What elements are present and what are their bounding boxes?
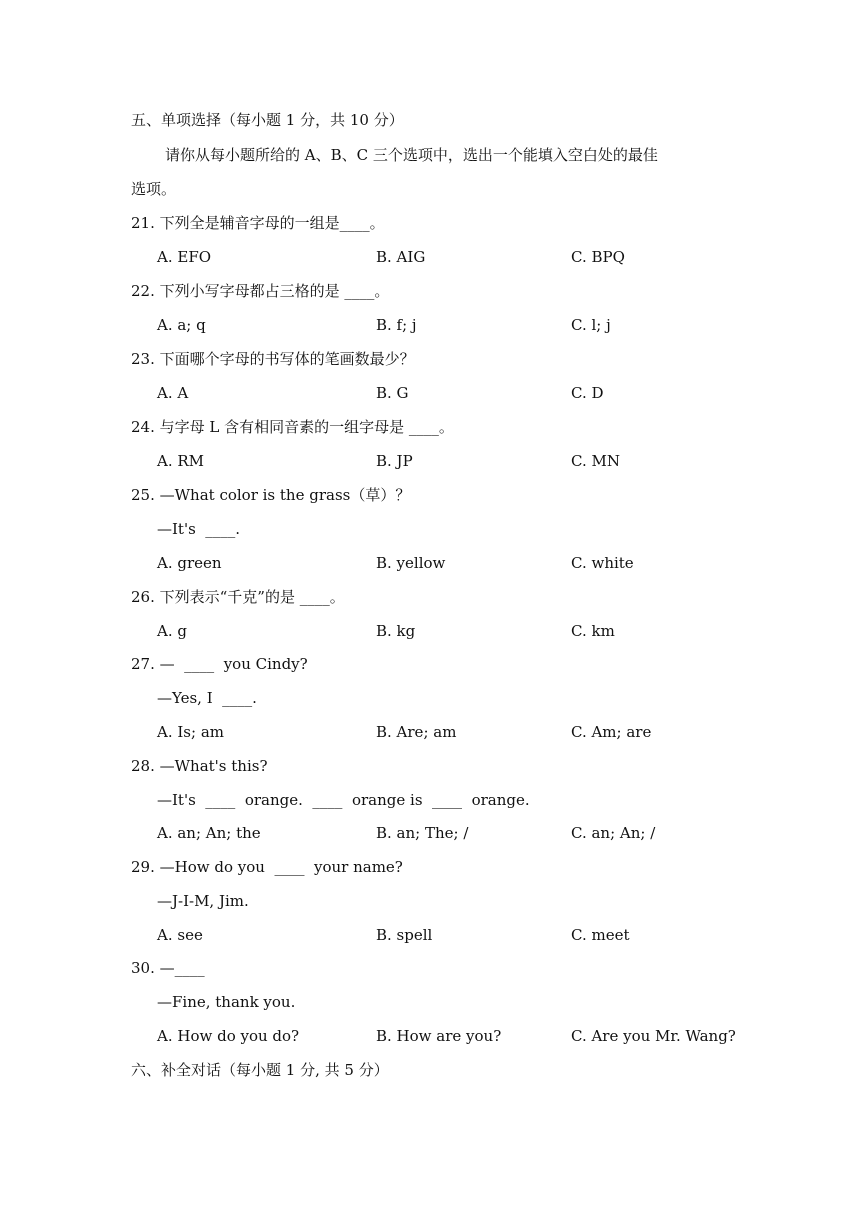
option-a: A. EFO xyxy=(157,248,212,266)
option-c: C. BPQ xyxy=(571,248,625,266)
question-27: 27. — ____ you Cindy? xyxy=(131,655,308,673)
question-27-reply: —Yes, I ____. xyxy=(157,689,257,707)
question-25: 25. —What color is the grass（草）？ xyxy=(131,486,411,504)
option-c: C. white xyxy=(571,554,634,572)
question-21: 21. 下列全是辅音字母的一组是____。 xyxy=(131,214,385,232)
option-c: C. Are you Mr. Wang? xyxy=(571,1027,736,1045)
option-a: A. a; q xyxy=(157,316,206,334)
option-b: B. an; The; / xyxy=(376,824,469,842)
option-a: A. g xyxy=(157,622,187,640)
section-5-instruction-cont: 选项。 xyxy=(131,180,177,198)
question-24: 24. 与字母 L 含有相同音素的一组字母是 ____。 xyxy=(131,418,454,436)
section-5-instruction: 请你从每小题所给的 A、B、C 三个选项中，选出一个能填入空白处的最佳 xyxy=(165,146,658,164)
question-23: 23. 下面哪个字母的书写体的笔画数最少？ xyxy=(131,350,415,368)
question-25-reply: —It's ____. xyxy=(157,520,241,538)
option-b: B. yellow xyxy=(376,554,446,572)
option-b: B. Are; am xyxy=(376,723,457,741)
section-5-title: 五、单项选择（每小题 1 分，共 10 分） xyxy=(131,111,404,129)
option-a: A. How do you do? xyxy=(157,1027,300,1045)
question-28-reply: —It's ____ orange. ____ orange is ____ orange. xyxy=(157,791,530,809)
question-30: 30. —____ xyxy=(131,959,205,977)
option-b: B. f; j xyxy=(376,316,417,334)
option-c: C. MN xyxy=(571,452,620,470)
option-a: A. green xyxy=(157,554,222,572)
question-22: 22. 下列小写字母都占三格的是 ____。 xyxy=(131,282,390,300)
question-26: 26. 下列表示“千克”的是 ____。 xyxy=(131,588,345,606)
option-b: B. JP xyxy=(376,452,413,470)
option-b: B. How are you? xyxy=(376,1027,502,1045)
question-30-reply: —Fine, thank you. xyxy=(157,993,296,1011)
option-a: A. see xyxy=(157,926,203,944)
option-b: B. spell xyxy=(376,926,433,944)
option-a: A. Is; am xyxy=(157,723,224,741)
question-28: 28. —What's this? xyxy=(131,757,268,775)
option-c: C. an; An; / xyxy=(571,824,656,842)
option-c: C. Am; are xyxy=(571,723,652,741)
option-b: B. G xyxy=(376,384,409,402)
option-a: A. an; An; the xyxy=(157,824,261,842)
option-c: C. meet xyxy=(571,926,630,944)
option-a: A. RM xyxy=(157,452,205,470)
option-c: C. l; j xyxy=(571,316,611,334)
question-29-reply: —J-I-M, Jim. xyxy=(157,892,249,910)
option-c: C. km xyxy=(571,622,615,640)
option-c: C. D xyxy=(571,384,604,402)
question-29: 29. —How do you ____ your name? xyxy=(131,858,403,876)
section-6-title: 六、补全对话（每小题 1 分, 共 5 分） xyxy=(131,1061,389,1079)
option-a: A. A xyxy=(157,384,189,402)
option-b: B. kg xyxy=(376,622,416,640)
option-b: B. AIG xyxy=(376,248,426,266)
